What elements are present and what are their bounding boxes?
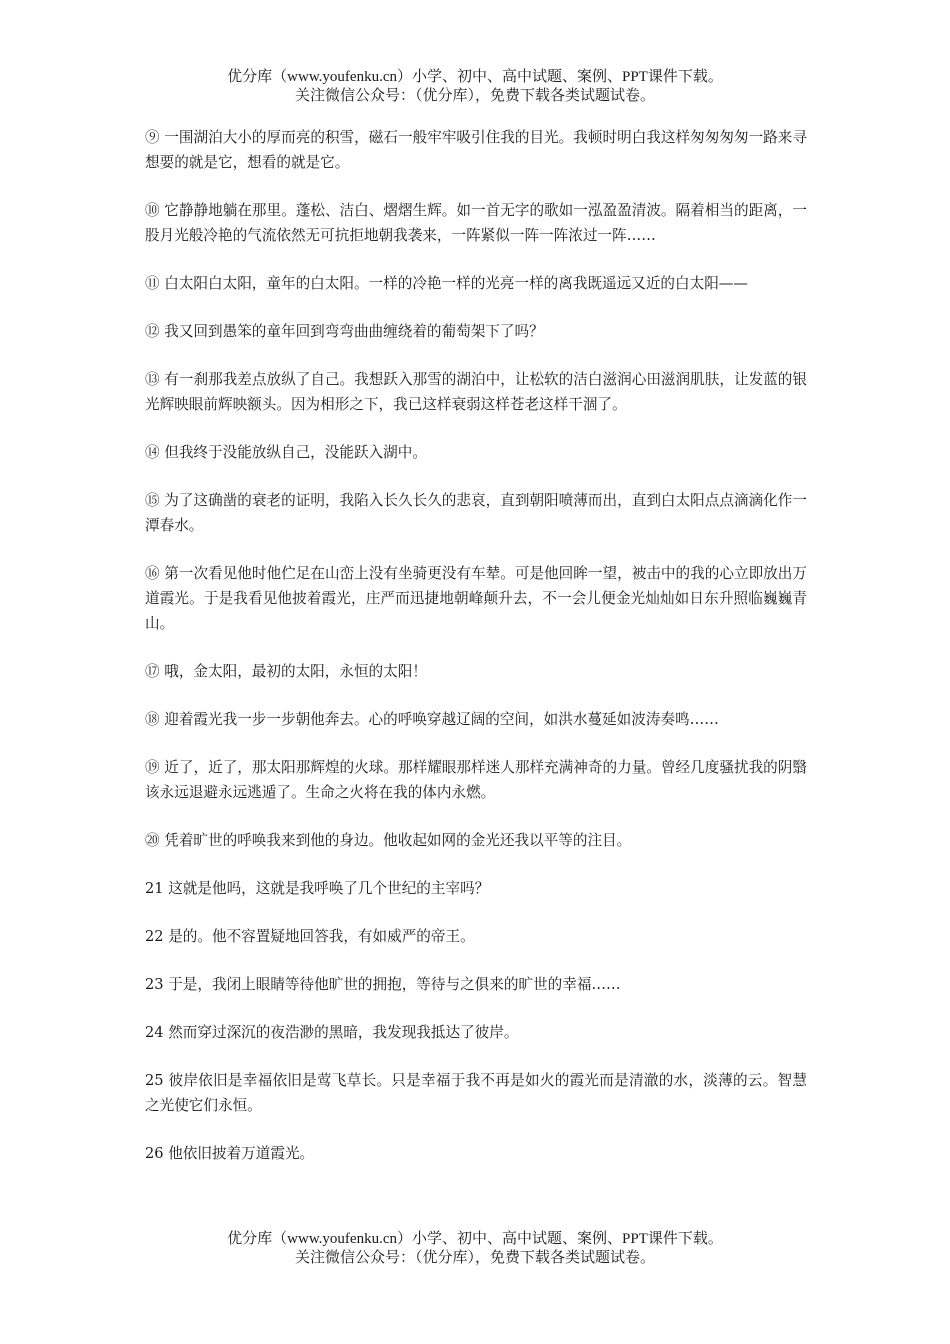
paragraph-9: ⑨ 一围湖泊大小的厚而亮的积雪，磁石一般牢牢吸引住我的目光。我顿时明白我这样匆匆匆匆一路来寻想要的就是它，想看的就是它。 [145,129,807,171]
paragraph-16: ⑯ 第一次看见他时他伫足在山峦上没有坐骑更没有车辇。可是他回眸一望，被击中的我的心立即放出万道霞光。于是我看见他披着霞光，庄严而迅捷地朝峰颠升去，不一会儿便金光灿灿如日东升照临巍巍青山。 [145,565,807,632]
header-line-1: 优分库（www.youfenku.cn）小学、初中、高中试题、案例、PPT课件下载。 [227,69,723,85]
paragraph-17: ⑰ 哦，金太阳，最初的太阳，永恒的太阳！ [145,663,427,680]
footer-line-2: 关注微信公众号：（优分库），免费下载各类试题试卷。 [294,1250,655,1266]
document-body [145,125,807,1189]
paragraph-26: 26 他依旧披着万道霞光。 [145,1145,315,1162]
paragraph-11: ⑪ 白太阳白太阳，童年的白太阳。一样的冷艳一样的光亮一样的离我既遥远又近的白太阳—— [145,275,748,292]
paragraph-23: 23 于是，我闭上眼睛等待他旷世的拥抱，等待与之俱来的旷世的幸福…… [145,976,621,993]
paragraph-15: ⑮ 为了这确凿的衰老的证明，我陷入长久长久的悲哀，直到朝阳喷薄而出，直到白太阳点点滴滴化作一潭春水。 [145,492,807,534]
paragraph-13: ⑬ 有一刹那我差点放纵了自己。我想跃入那雪的湖泊中，让松软的洁白滋润心田滋润肌肤，让发蓝的银光辉映眼前辉映额头。因为相形之下，我已这样衰弱这样苍老这样干涸了。 [145,371,807,413]
paragraph-14: ⑭ 但我终于没能放纵自己，没能跃入湖中。 [145,444,427,461]
paragraph-21: 21 这就是他吗，这就是我呼唤了几个世纪的主宰吗？ [145,880,490,897]
paragraph-12: ⑫ 我又回到愚笨的童年回到弯弯曲曲缠绕着的葡萄架下了吗？ [145,323,544,340]
paragraph-24: 24 然而穿过深沉的夜浩渺的黑暗，我发现我抵达了彼岸。 [145,1024,519,1041]
paragraph-22: 22 是的。他不容置疑地回答我，有如威严的帝王。 [145,928,475,945]
footer-line-1: 优分库（www.youfenku.cn）小学、初中、高中试题、案例、PPT课件下载。 [227,1231,723,1247]
header-line-2: 关注微信公众号：（优分库），免费下载各类试题试卷。 [294,88,655,104]
page-header [0,68,950,106]
paragraph-18: ⑱ 迎着霞光我一步一步朝他奔去。心的呼唤穿越辽阔的空间，如洪水蔓延如波涛奏鸣…… [145,711,719,728]
page-footer [0,1230,950,1268]
paragraph-19: ⑲ 近了，近了，那太阳那辉煌的火球。那样耀眼那样迷人那样充满神奇的力量。曾经几度骚扰我的阴翳该永远退避永远逃遁了。生命之火将在我的体内永燃。 [145,759,807,801]
paragraph-25: 25 彼岸依旧是幸福依旧是莺飞草长。只是幸福于我不再是如火的霞光而是清澈的水，淡薄的云。智慧之光使它们永恒。 [145,1072,807,1114]
paragraph-20: ⑳ 凭着旷世的呼唤我来到他的身边。他收起如网的金光还我以平等的注目。 [145,832,632,849]
paragraph-10: ⑩ 它静静地躺在那里。蓬松、洁白、熠熠生辉。如一首无字的歌如一泓盈盈清波。隔着相当的距离，一股月光般冷艳的气流依然无可抗拒地朝我袭来，一阵紧似一阵一阵浓过一阵…… [145,202,807,244]
